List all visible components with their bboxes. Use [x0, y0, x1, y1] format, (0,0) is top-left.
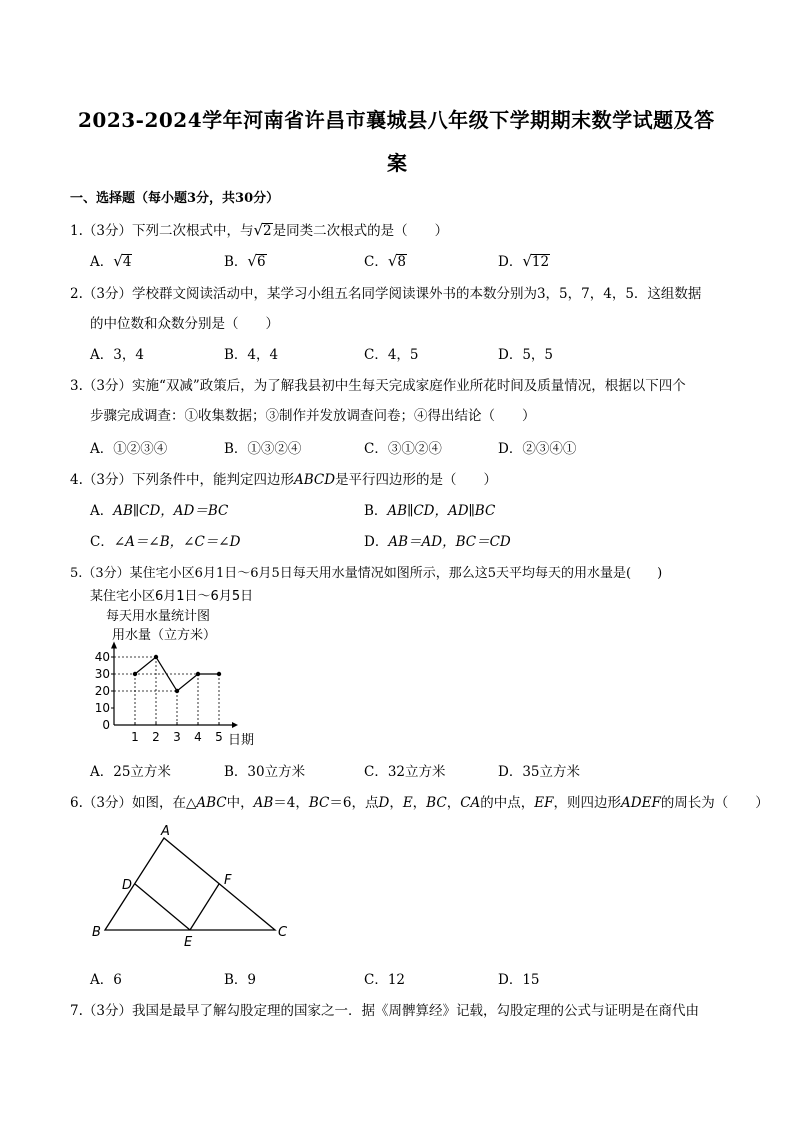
q3-option-d[interactable]: D．②③④①: [498, 441, 577, 457]
chart-title: 某住宅小区6月1日～6月5日: [90, 589, 254, 604]
q2-option-a[interactable]: A．3，4: [90, 347, 144, 363]
question-6: 6.（3分）如图，在△ABC中，AB＝4，BC＝6，点D，E，BC，CA的中点，EF，则四边形ADEF的周长为（ ）: [70, 795, 769, 811]
label-c: C: [278, 925, 288, 940]
q5-option-b[interactable]: B．30立方米: [224, 764, 306, 780]
question-2-line2: 的中位数和众数分别是（ ）: [90, 316, 279, 332]
water-usage-chart: [80, 584, 280, 754]
data-point-day-3: [175, 689, 179, 693]
page-title: 2023-2024学年河南省许昌市襄城县八年级下学期期末数学试题及答: [78, 108, 715, 132]
q5-option-d[interactable]: D．35立方米: [498, 764, 581, 780]
q2-option-b[interactable]: B．4，4: [224, 347, 279, 363]
q1-option-c[interactable]: C．√8: [364, 252, 406, 270]
q4-option-b[interactable]: B．AB∥CD，AD∥BC: [364, 503, 496, 519]
q4-option-d[interactable]: D．AB＝AD，BC＝CD: [364, 534, 511, 550]
q1-option-d[interactable]: D．√12: [498, 252, 550, 270]
x-tick-label: 5: [215, 730, 223, 744]
data-point-day-5: [217, 672, 221, 676]
segment-de: [135, 884, 190, 930]
x-tick-label: 3: [173, 730, 181, 744]
data-point-day-1: [133, 672, 137, 676]
x-tick-label: 2: [152, 730, 160, 744]
section-heading: 一、选择题（每小题3分，共30分）: [70, 191, 280, 206]
q2-option-c[interactable]: C．4，5: [364, 347, 419, 363]
label-a: A: [161, 824, 170, 839]
question-2: 2.（3分）学校群文阅读活动中，某学习小组五名同学阅读课外书的本数分别为3，5，7，4，5．这组数据: [70, 286, 702, 302]
question-3-line2: 步骤完成调查：①收集数据；③制作并发放调查问卷；④得出结论（ ）: [90, 408, 536, 424]
y-tick-label: 40: [94, 650, 110, 664]
x-tick-label: 4: [194, 730, 202, 744]
label-e: E: [184, 935, 193, 950]
segment-ef: [190, 884, 219, 930]
label-f: F: [224, 873, 232, 888]
q2-option-d[interactable]: D．5，5: [498, 347, 554, 363]
page-title-line2: 案: [387, 151, 408, 175]
y-tick-label: 20: [94, 684, 110, 698]
label-b: B: [92, 925, 101, 940]
question-5: 5.（3分）某住宅小区6月1日～6月5日每天用水量情况如图所示，那么这5天平均每天的用水量是( ): [70, 566, 663, 581]
q3-option-a[interactable]: A．①②③④: [90, 441, 168, 457]
q1-option-a[interactable]: A．√4: [90, 252, 132, 270]
y-axis-label: 用水量（立方米）: [112, 628, 217, 643]
q6-option-b[interactable]: B．9: [224, 972, 257, 988]
q6-option-d[interactable]: D．15: [498, 972, 540, 988]
q4-option-c[interactable]: C．∠A＝∠B，∠C＝∠D: [90, 534, 241, 550]
y-tick-label: 10: [94, 701, 110, 715]
data-point-day-2: [154, 655, 158, 659]
x-axis-arrow: [232, 722, 238, 728]
q3-option-b[interactable]: B．①③②④: [224, 441, 302, 457]
q6-option-c[interactable]: C．12: [364, 972, 406, 988]
question-7: 7.（3分）我国是最早了解勾股定理的国家之一．据《周髀算经》记载，勾股定理的公式与证明是在商代由: [70, 1003, 699, 1019]
question-1: 1.（3分）下列二次根式中，与√2是同类二次根式的是（ ）: [70, 221, 449, 239]
data-point-day-4: [196, 672, 200, 676]
y-tick-label: 30: [94, 667, 110, 681]
question-3: 3.（3分）实施“双减”政策后，为了解我县初中生每天完成家庭作业所花时间及质量情况，根据以下四个: [70, 378, 686, 394]
question-4: 4.（3分）下列条件中，能判定四边形ABCD是平行四边形的是（ ）: [70, 472, 498, 488]
label-d: D: [122, 878, 133, 893]
q4-option-a[interactable]: A．AB∥CD，AD＝BC: [90, 503, 229, 519]
q3-option-c[interactable]: C．③①②④: [364, 441, 442, 457]
q6-option-a[interactable]: A．6: [90, 972, 122, 988]
x-tick-label: 1: [131, 730, 139, 744]
y-tick-label: 0: [102, 718, 110, 732]
chart-subtitle: 每天用水量统计图: [106, 609, 211, 624]
x-axis-label: 日期: [228, 733, 255, 748]
q5-option-c[interactable]: C．32立方米: [364, 764, 446, 780]
triangle-figure: [85, 820, 305, 950]
q1-option-b[interactable]: B．√6: [224, 252, 266, 270]
q5-option-a[interactable]: A．25立方米: [90, 764, 171, 780]
